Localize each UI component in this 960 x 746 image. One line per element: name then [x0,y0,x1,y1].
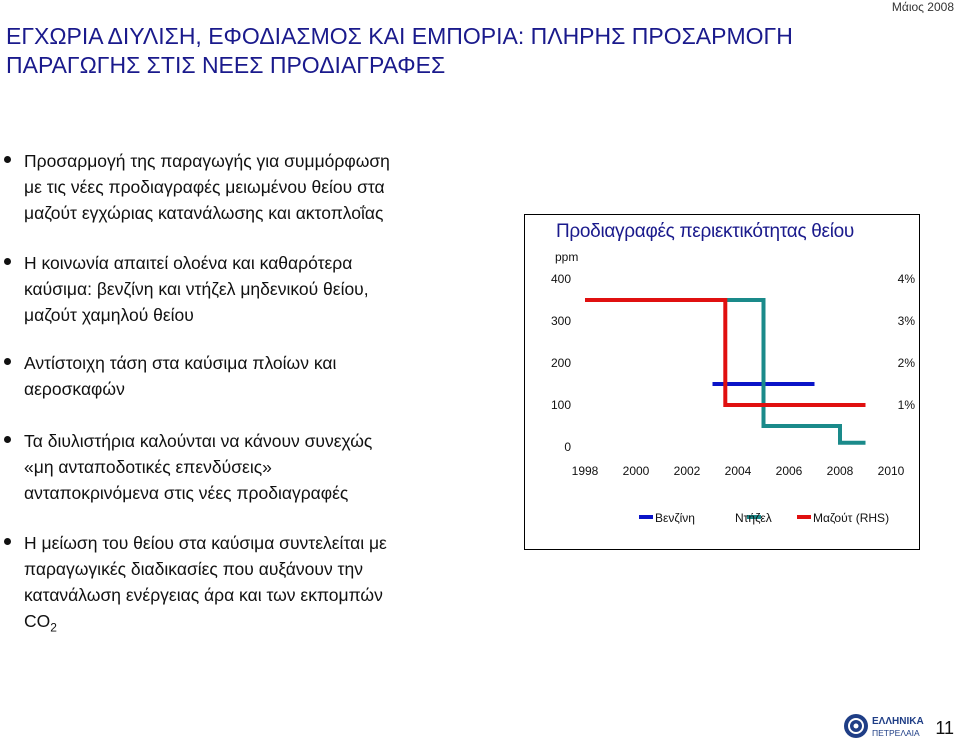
legend-label: Βενζίνη [655,511,695,525]
logo-text-line-1: ΕΛΛΗΝΙΚΑ [872,716,924,727]
legend-label: Μαζούτ (RHS) [813,511,890,525]
bullet-text: ανταποκρινόμενα στις νέες προδιαγραφές [24,483,349,503]
bullet-dot [4,258,11,265]
title-line-1: ΕΓΧΩΡΙΑ ΔΙΥΛΙΣΗ, ΕΦΟΔΙΑΣΜΟΣ ΚΑΙ ΕΜΠΟΡΙΑ: ΠΛΗΡΗΣ ΠΡΟΣΑΡΜΟΓΗ [6,23,793,49]
y2-tick-label: 1% [897,398,915,412]
title-line-2: ΠΑΡΑΓΩΓΗΣ ΣΤΙΣ ΝΕΕΣ ΠΡΟΔΙΑΓΡΑΦΕΣ [6,52,446,78]
y2-tick-label: 3% [897,314,915,328]
x-tick-label: 2000 [622,464,650,478]
co2-text: CO [24,611,51,631]
x-tick-label: 2010 [877,464,905,478]
x-tick-label: 1998 [571,464,599,478]
bullet-text: «μη ανταποδοτικές επενδύσεις» [24,457,272,477]
co2-subscript: 2 [50,620,57,635]
y-tick-label: 300 [550,314,571,328]
bullet-text: Η κοινωνία απαιτεί ολοένα και καθαρότερα [24,253,353,273]
y-tick-label: 100 [550,398,571,412]
slide-title [6,22,906,80]
bullet-text: με τις νέες προδιαγραφές μειωμένου θείου στα [24,177,385,197]
bullet-dot [4,358,11,365]
y-tick-label: 400 [550,272,571,286]
bullet-text: αεροσκαφών [24,379,125,399]
logo-graphic [842,712,932,740]
bullet-text: κατανάλωση ενέργειας άρα και των εκπομπών [24,585,383,605]
bullet-text: Τα διυλιστήρια καλούνται να κάνουν συνεχώς [24,431,373,451]
chart-canvas [525,215,919,549]
sulfur-spec-chart [524,214,920,550]
series-line-3 [585,300,866,405]
page-number: 11 [935,718,954,738]
bullet-dot [4,538,11,545]
y2-tick-label: 2% [897,356,915,370]
y-tick-label: 200 [550,356,571,370]
x-tick-label: 2006 [775,464,803,478]
bullet-text: Η μείωση του θείου στα καύσιμα συντελείται με [24,533,387,553]
bullet-dot [4,436,11,443]
bullet-text: μαζούτ χαμηλού θείου [24,305,194,325]
y2-tick-label: 4% [897,272,915,286]
x-tick-label: 2008 [826,464,854,478]
x-tick-label: 2002 [673,464,701,478]
chart-title: Προδιαγραφές περιεκτικότητας θείου [555,221,854,242]
company-logo [842,712,932,740]
bullet-text: Αντίστοιχη τάση στα καύσιμα πλοίων και [24,353,337,373]
logo-emblem-icon [844,714,868,738]
bullet-text: Προσαρμογή της παραγωγής για συμμόρφωση [24,151,390,171]
bullet-text: μαζούτ εγχώριας κατανάλωσης και ακτοπλοΐας [24,203,384,223]
bullet-text [24,608,504,641]
y-tick-label: 0 [564,440,571,454]
bullet-text: παραγωγικές διαδικασίες που αυξάνουν την [24,559,363,579]
bullet-dot [4,156,11,163]
legend-label: Ντήζελ [735,511,772,525]
logo-text-line-2: ΠΕΤΡΕΛΑΙΑ [872,728,920,738]
bullet-text: καύσιμα: βενζίνη και ντήζελ μηδενικού θείου, [24,279,369,299]
y-axis-label: ppm [555,250,579,264]
x-tick-label: 2004 [724,464,752,478]
slide-date: Μάιος 2008 [891,0,954,14]
